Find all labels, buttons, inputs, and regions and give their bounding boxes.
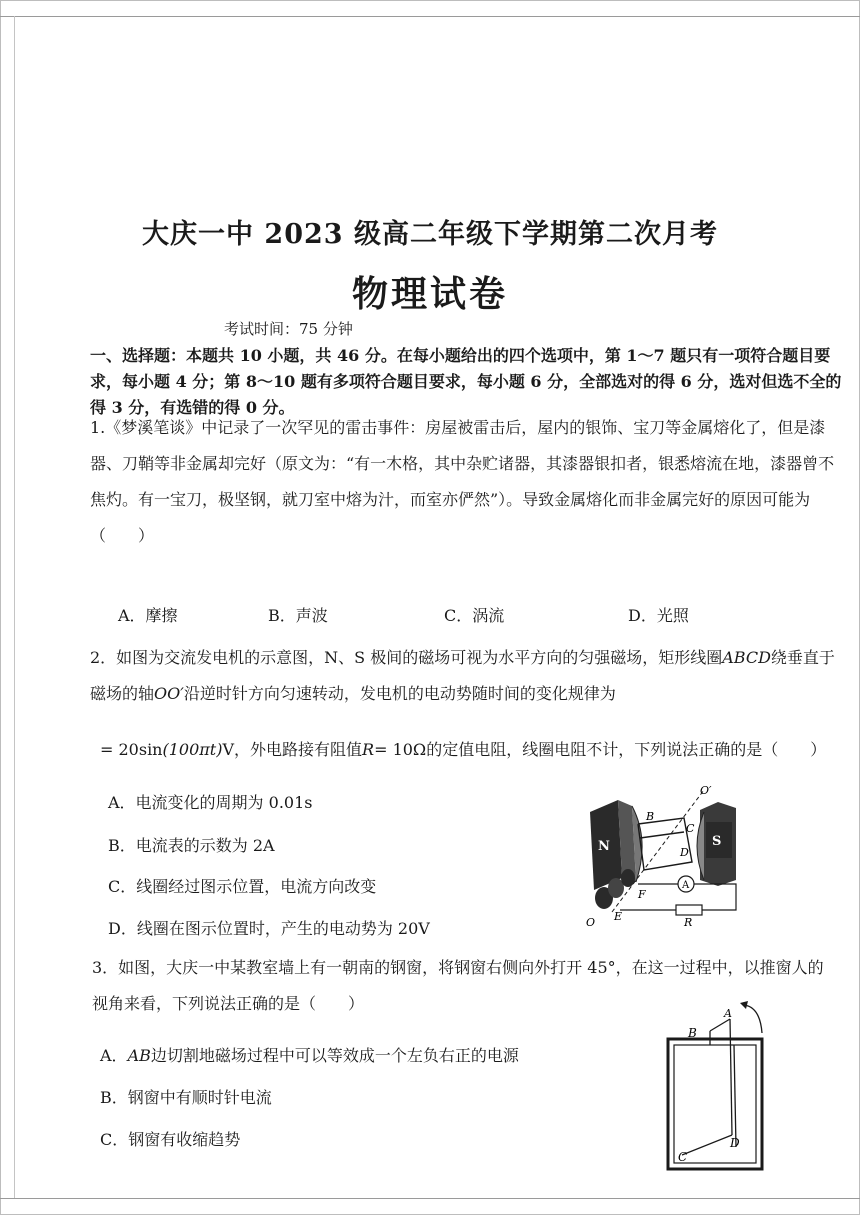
window-label-c: C [678,1150,688,1164]
q2-option-a: A．电流变化的周期为 0.01s [108,793,313,812]
q3-edge-ab: AB [127,1046,151,1065]
question-3-stem: 3．如图，大庆一中某教室墙上有一朝南的钢窗，将钢窗右侧向外打开 45°，在这一过程中，以推窗人的视角来看，下列说法正确的是（ ） [92,958,824,1013]
magnet-s [697,802,736,886]
q2-option-b: B．电流表的示数为 2A [108,836,275,855]
question-2-stem [90,640,845,712]
coil-abcd [638,818,692,870]
label-c: C [686,822,695,835]
q2-option-c: C．线圈经过图示位置，电流方向改变 [108,877,377,896]
label-b: B [646,810,655,823]
label-f: F [638,888,646,901]
label-d: D [680,846,689,859]
label-o: O [586,916,596,929]
exam-title: 大庆一中 2023 级高二年级下学期第二次月考 [142,219,718,250]
q2-stem-start: 2．如图为交流发电机的示意图，N、S 极间的磁场可视为水平方向的匀强磁场，矩形线圈 [90,648,723,667]
window-label-a: A [724,1007,732,1020]
label-s: S [712,834,722,849]
resistor-label: R [684,916,693,929]
q2-formula-tail2: 的定值电阻，线圈电阻不计，下列说法正确的是（ ） [426,740,827,759]
q1-option-a: A．摩擦 [118,606,178,625]
q2-formula-value: = 10Ω [374,740,427,759]
q1-option-c: C．涡流 [444,606,505,625]
q2-coil-label: ABCD [722,648,771,667]
q3-option-a [100,1043,519,1066]
section-heading: 一、选择题：本题共 10 小题，共 46 分。在每小题给出的四个选项中，第 1～7 题只有一项符合题目要求，每小题 4 分；第 8～10 题有多项符合题目要求，每小题 6 分，全部选对的得 6 分，选对但选不全的得 3 分，有选错的得 0 分。 [90,346,842,417]
q2-formula-unit: V [222,740,235,759]
q2-axis-label: OO′ [154,684,184,703]
q3-option-c: C．钢窗有收缩趋势 [100,1130,241,1149]
q3-option-a-text: 边切割地磁场过程中可以等效成一个左负右正的电源 [150,1046,519,1065]
window-label-b: B [688,1026,697,1040]
open-arrow-icon [744,1005,762,1033]
q2-option-d: D．线圈在图示位置时，产生的电动势为 20V [108,919,430,938]
q3-option-b: B．钢窗中有顺时针电流 [100,1088,272,1107]
q2-stem-end: 沿逆时针方向匀速转动，发电机的电动势随时间的变化规律为 [183,684,616,703]
q3-option-a-label: A． [100,1046,128,1065]
q2-formula-arg: (100πt) [162,740,223,759]
q2-formula-r: R [362,740,375,759]
q2-stem-mid: 绕垂直于磁场的轴 [90,648,835,703]
scan-edge-bottom [0,1198,860,1199]
q2-formula-tail1: ，外电路接有阻值 [234,740,363,759]
scan-edge-left [14,16,15,1198]
q1-option-d: D．光照 [628,606,689,625]
q2-formula-line [100,737,826,760]
label-e: E [614,910,623,923]
generator-figure [580,780,760,930]
q2-formula-eq: = 20sin [100,740,163,759]
window-label-d: D [730,1136,740,1150]
exam-time: 考试时间：75 分钟 [224,320,353,338]
exam-subject: 物理试卷 [351,273,508,315]
window-figure [660,995,790,1175]
label-o-prime: O′ [700,784,712,797]
label-n: N [598,839,610,854]
ammeter-label: A [682,880,690,891]
question-1-stem: 1.《梦溪笔谈》中记录了一次罕见的雷击事件：房屋被雷击后，屋内的银饰、宝刀等金属熔化了，但是漆器、刀鞘等非金属却完好（原文为：“有一木格，其中杂贮诸器，其漆器银扣者，银悉熔流在地，漆器曾不焦灼。有一宝刀，极坚钢，就刀室中熔为汁，而室亦俨然”）。导致金属熔化而非金属完好的原因可能为（ ） [90,418,835,545]
q1-option-b: B．声波 [268,606,328,625]
scan-edge-top [0,16,860,17]
